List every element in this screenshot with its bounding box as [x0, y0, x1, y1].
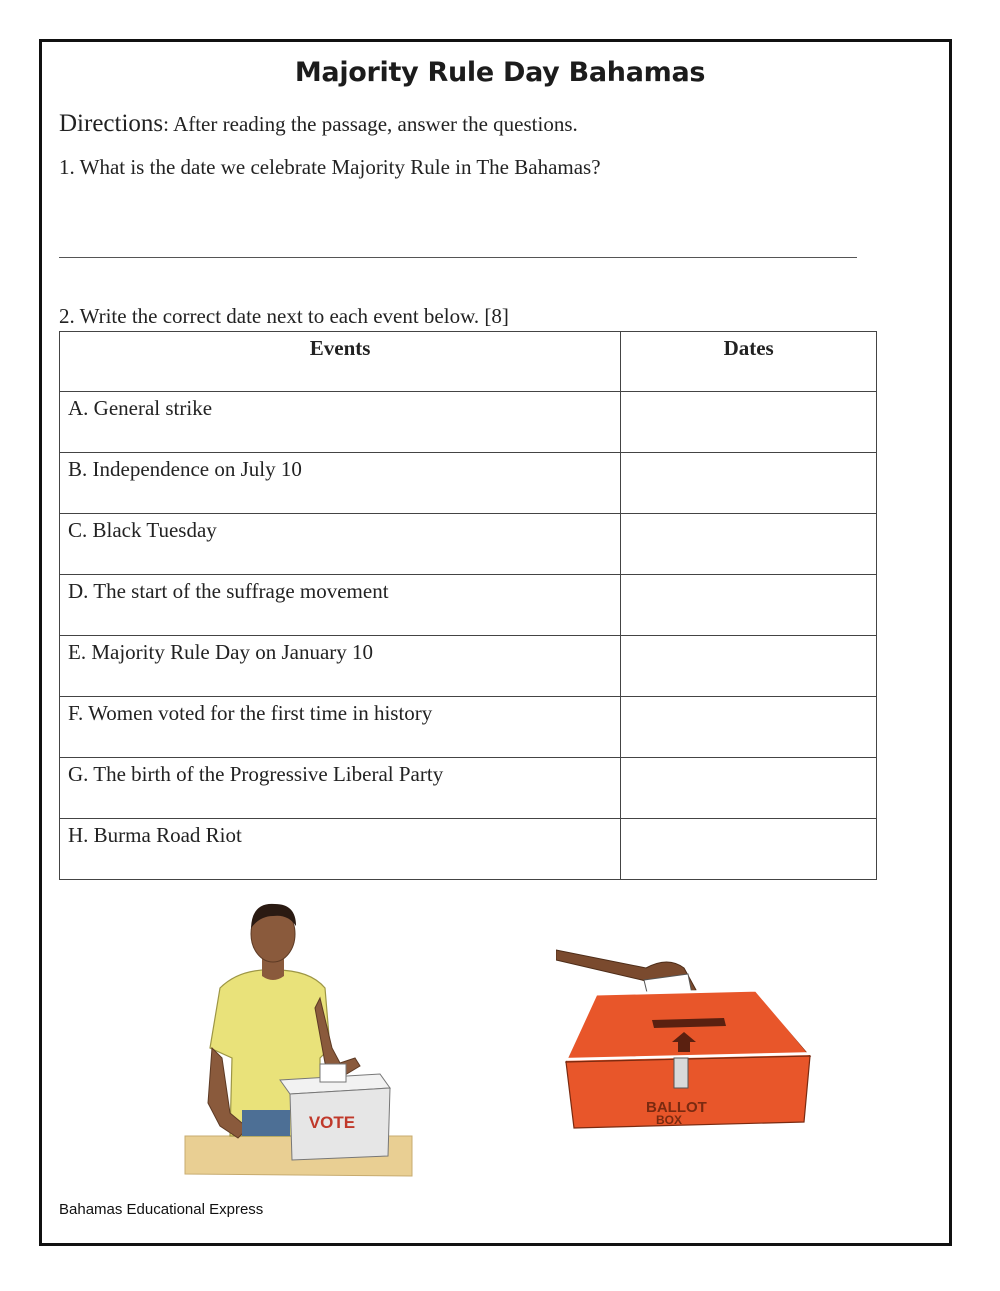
- date-cell[interactable]: [621, 636, 877, 697]
- table-row: [60, 392, 877, 453]
- event-cell: A. General strike: [60, 392, 621, 453]
- event-cell: G. The birth of the Progressive Liberal Party: [60, 758, 621, 819]
- question-1-answer-line[interactable]: [59, 257, 857, 258]
- table-row: [60, 819, 877, 880]
- event-cell: B. Independence on July 10: [60, 453, 621, 514]
- events-table: [59, 331, 877, 880]
- ballot-box-illustration: [556, 946, 816, 1132]
- vote-box-label: VOTE: [308, 1113, 356, 1132]
- dates-header: Dates: [621, 332, 877, 392]
- events-header: Events: [60, 332, 621, 392]
- table-row: [60, 575, 877, 636]
- directions-label: Directions: [59, 110, 164, 137]
- directions: [59, 110, 578, 138]
- table-row: [60, 697, 877, 758]
- date-cell[interactable]: [621, 575, 877, 636]
- ballot-box-label-2: BOX: [656, 1113, 683, 1127]
- question-2: 2. Write the correct date next to each event below. [8]: [59, 304, 509, 328]
- ballot-box-label-1: BALLOT: [646, 1099, 707, 1116]
- directions-text: : After reading the passage, answer the questions.: [163, 112, 578, 136]
- event-cell: F. Women voted for the first time in history: [60, 697, 621, 758]
- date-cell[interactable]: [621, 697, 877, 758]
- event-cell: D. The start of the suffrage movement: [60, 575, 621, 636]
- footer-credit: Bahamas Educational Express: [59, 1201, 264, 1218]
- table-row: [60, 514, 877, 575]
- date-cell[interactable]: [621, 453, 877, 514]
- table-row: [60, 636, 877, 697]
- date-cell[interactable]: [621, 819, 877, 880]
- event-cell: E. Majority Rule Day on January 10: [60, 636, 621, 697]
- worksheet-title: Majority Rule Day Bahamas: [294, 57, 706, 88]
- question-1: 1. What is the date we celebrate Majority Rule in The Bahamas?: [59, 155, 601, 179]
- table-row: [60, 453, 877, 514]
- date-cell[interactable]: [621, 758, 877, 819]
- table-header-row: [60, 332, 877, 392]
- event-cell: C. Black Tuesday: [60, 514, 621, 575]
- event-cell: H. Burma Road Riot: [60, 819, 621, 880]
- date-cell[interactable]: [621, 392, 877, 453]
- table-row: [60, 758, 877, 819]
- date-cell[interactable]: [621, 514, 877, 575]
- voter-illustration: [180, 898, 420, 1180]
